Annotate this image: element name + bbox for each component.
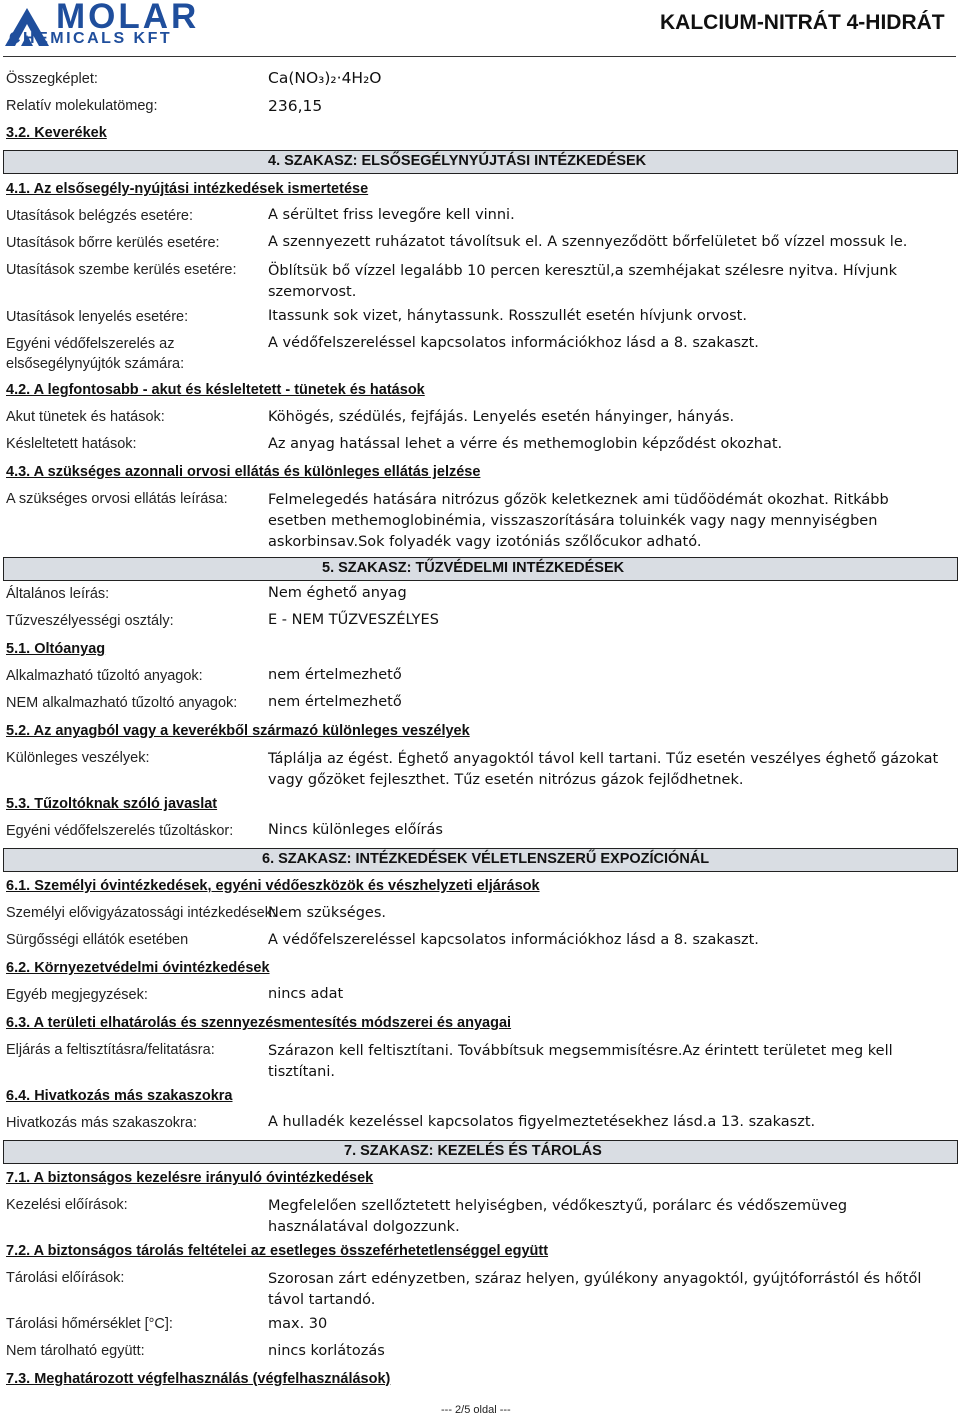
suitable-media-value: nem értelmezhető — [268, 667, 402, 683]
subsection-5-1: 5.1. Oltóanyag — [6, 641, 106, 657]
fire-class-value: E - NEM TŰZVESZÉLYES — [268, 612, 439, 628]
ff-ppe-value: Nincs különleges előírás — [268, 822, 443, 838]
other-remarks-label: Egyéb megjegyzések: — [6, 987, 148, 1003]
brand-subname: CHEMICALS KFT — [9, 30, 173, 47]
section-5-title: 5. SZAKASZ: TŰZVÉDELMI INTÉZKEDÉSEK — [322, 560, 625, 576]
inhalation-label: Utasítások belégzés esetére: — [6, 208, 193, 224]
formula-value: Ca(NO₃)₂·4H₂O — [268, 69, 382, 87]
inhalation-value: A sérültet friss levegőre kell vinni. — [268, 207, 515, 223]
reference-value: A hulladék kezeléssel kapcsolatos figyelmeztetésekhez lásd.a 13. szakaszt. — [268, 1114, 816, 1130]
unsuitable-media-label: NEM alkalmazható tűzoltó anyagok: — [6, 695, 238, 711]
medical-value: Felmelegedés hatására nitrózus gőzök keletkeznek ami tüdőödémát okozhat. Ritkább esetben methemoglobinémia, visszaszorítására toluinkék vagy nagy mennyiségben askorbinsav.Sok folyadék vagy izotóniás szőlőcukor adható. — [268, 492, 889, 550]
page-number: --- 2/5 oldal --- — [441, 1404, 511, 1416]
emergency-label: Sürgősségi ellátók esetében — [6, 932, 189, 948]
product-title: KALCIUM-NITRÁT 4-HIDRÁT — [660, 11, 945, 34]
personal-precautions-label: Személyi elővigyázatossági intézkedések: — [6, 905, 276, 921]
ppe-value: A védőfelszereléssel kapcsolatos információkhoz lásd a 8. szakaszt. — [268, 335, 759, 351]
general-value: Nem éghető anyag — [268, 585, 407, 601]
cleanup-label: Eljárás a feltisztításra/felitatásra: — [6, 1042, 215, 1058]
subsection-7-3: 7.3. Meghatározott végfelhasználás (végfelhasználások) — [6, 1371, 391, 1387]
subsection-6-1: 6.1. Személyi óvintézkedések, egyéni védőeszközök és vészhelyzeti eljárások — [6, 878, 540, 894]
hazards-value: Táplálja az égést. Éghető anyagoktól távol kell tartani. Tűz esetén veszélyes éghető gázokat vagy gőzöket fejleszthet. Tűz esetén nitrózus gázok fejlődhetnek. — [268, 751, 939, 788]
formula-label: Összegképlet: — [6, 71, 98, 87]
delayed-label: Késleltetett hatások: — [6, 436, 137, 452]
general-label: Általános leírás: — [6, 586, 110, 602]
storage-label: Tárolási előírások: — [6, 1270, 125, 1286]
fire-class-label: Tűzveszélyességi osztály: — [6, 613, 174, 629]
subsection-4-1: 4.1. Az elsősegély-nyújtási intézkedések ismertetése — [6, 181, 369, 197]
handling-value: Megfelelően szellőztetett helyiségben, védőkesztyű, porálarc és védőszemüveg használatával dolgozzunk. — [268, 1198, 848, 1235]
suitable-media-label: Alkalmazható tűzoltó anyagok: — [6, 668, 203, 684]
subsection-4-3: 4.3. A szükséges azonnali orvosi ellátás és különleges ellátás jelzése — [6, 464, 481, 480]
section-6-title: 6. SZAKASZ: INTÉZKEDÉSEK VÉLETLENSZERŰ EXPOZÍCIÓNÁL — [262, 851, 710, 867]
subsection-5-3: 5.3. Tűzoltóknak szóló javaslat — [6, 796, 218, 812]
eye-value: Öblítsük bő vízzel legalább 10 percen keresztül,a szemhéjakat szélesre nyitva. Hívjunk szemorvost. — [268, 263, 898, 300]
incompatible-label: Nem tárolható együtt: — [6, 1343, 145, 1359]
subsection-5-2: 5.2. Az anyagból vagy a keverékből származó különleges veszélyek — [6, 723, 470, 739]
incompatible-value: nincs korlátozás — [268, 1343, 385, 1359]
subsection-6-4: 6.4. Hivatkozás más szakaszokra — [6, 1088, 233, 1104]
hazards-label: Különleges veszélyek: — [6, 750, 150, 766]
delayed-value: Az anyag hatással lehet a vérre és methemoglobin képződést okozhat. — [268, 436, 783, 452]
emergency-value: A védőfelszereléssel kapcsolatos információkhoz lásd a 8. szakaszt. — [268, 932, 759, 948]
storage-temp-label: Tárolási hőmérséklet [°C]: — [6, 1316, 173, 1332]
ff-ppe-label: Egyéni védőfelszerelés tűzoltáskor: — [6, 823, 234, 839]
storage-value: Szorosan zárt edényzetben, száraz helyen, gyúlékony anyagoktól, gyújtóforrástól és hőtől távol tartandó. — [268, 1271, 922, 1308]
handling-label: Kezelési előírások: — [6, 1197, 128, 1213]
reference-label: Hivatkozás más szakaszokra: — [6, 1115, 197, 1131]
ppe-label-line1: Egyéni védőfelszerelés az — [6, 336, 175, 352]
mw-label: Relatív molekulatömeg: — [6, 98, 158, 114]
skin-label: Utasítások bőrre kerülés esetére: — [6, 235, 220, 251]
brand-name: MOLAR — [56, 0, 200, 36]
section-7-title: 7. SZAKASZ: KEZELÉS ÉS TÁROLÁS — [344, 1143, 602, 1159]
subsection-7-1: 7.1. A biztonságos kezelésre irányuló óvintézkedések — [6, 1170, 374, 1186]
medical-label: A szükséges orvosi ellátás leírása: — [6, 491, 228, 507]
subsection-7-2: 7.2. A biztonságos tárolás feltételei az esetleges összeférhetetlenséggel együtt — [6, 1243, 549, 1259]
header-divider — [3, 56, 956, 57]
mw-value: 236,15 — [268, 97, 323, 115]
skin-value: A szennyezett ruházatot távolítsuk el. A szennyeződött bőrfelületet bő vízzel mossuk le. — [268, 234, 908, 250]
subsection-6-3: 6.3. A területi elhatárolás és szennyezésmentesítés módszerei és anyagai — [6, 1015, 512, 1031]
other-remarks-value: nincs adat — [268, 986, 344, 1002]
storage-temp-value: max. 30 — [268, 1316, 328, 1332]
unsuitable-media-value: nem értelmezhető — [268, 694, 402, 710]
eye-label: Utasítások szembe kerülés esetére: — [6, 262, 237, 278]
section-4-title: 4. SZAKASZ: ELSŐSEGÉLYNYÚJTÁSI INTÉZKEDÉSEK — [268, 153, 647, 169]
cleanup-value: Szárazon kell feltisztítani. Továbbítsuk megsemmisítésre.Az érintett területet meg kell tisztítani. — [268, 1043, 893, 1080]
mixtures-heading: 3.2. Keverékek — [6, 125, 107, 141]
acute-label: Akut tünetek és hatások: — [6, 409, 165, 425]
personal-precautions-value: Nem szükséges. — [268, 905, 387, 921]
subsection-6-2: 6.2. Környezetvédelmi óvintézkedések — [6, 960, 270, 976]
ingestion-label: Utasítások lenyelés esetére: — [6, 309, 189, 325]
ppe-label-line2: elsősegélynyújtók számára: — [6, 356, 185, 372]
ingestion-value: Itassunk sok vizet, hánytassunk. Rosszullét esetén hívjunk orvost. — [268, 308, 747, 324]
acute-value: Köhögés, szédülés, fejfájás. Lenyelés esetén hányinger, hányás. — [268, 409, 735, 425]
subsection-4-2: 4.2. A legfontosabb - akut és késleltetett - tünetek és hatások — [6, 382, 425, 398]
